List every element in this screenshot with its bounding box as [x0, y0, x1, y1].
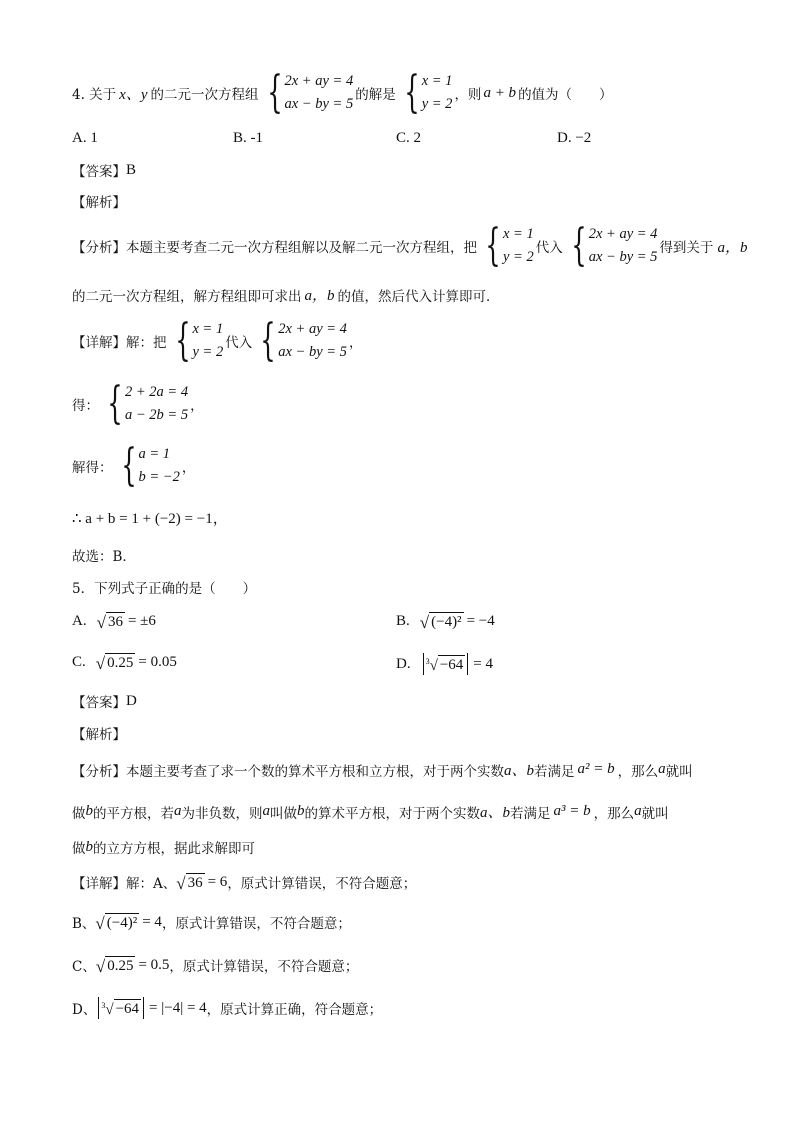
q4-tail2: 的值为（ ）: [518, 87, 613, 103]
q4-j2: b = −2: [138, 469, 180, 485]
q4-jiede-comma: ，: [181, 460, 196, 476]
q4-de: 得：: [72, 398, 99, 414]
q4-expr: a + b: [483, 84, 517, 101]
q4-xj-solution: { x = 1 y = 2: [174, 315, 224, 366]
q5-xj-b-lead: B、: [72, 916, 96, 932]
q5-xj-b-tail: ，原式计算错误，不符合题意；: [161, 916, 351, 932]
q4-question: [72, 67, 613, 118]
q5-opt-d-label: D.: [396, 655, 411, 672]
q5-f2-b2: b: [297, 803, 305, 819]
q4-jiede-system: { a = 1 b = −2: [120, 440, 180, 491]
q5-xj-d-lead: D、: [72, 1002, 97, 1018]
q5-xiangjie-tag: 【详解】: [72, 876, 126, 892]
q5-f3-b: b: [85, 838, 93, 855]
q5-opt-b-rad: (−4)²: [431, 614, 462, 630]
q5-xj-c-rhs: = 0.5: [138, 956, 170, 973]
q4-guxuan: 故选：B．: [72, 549, 136, 565]
q5-question: 5．下列式子正确的是（ ）: [72, 581, 257, 597]
q4-fenxi-eq2: ax − by = 5: [588, 249, 658, 265]
q4-xiangjie-tag: 【详解】: [72, 335, 126, 351]
q5-xj-b-rhs: = 4: [142, 913, 162, 930]
q5-xj-b-rad: (−4)²: [106, 914, 138, 931]
q5-opt-a-rhs: = ±6: [127, 613, 156, 629]
q5-opt-a-label: A.: [72, 613, 87, 629]
q5-opt-c-rad: 0.25: [107, 655, 134, 671]
q4-fenxi-solution: { x = 1 y = 2: [485, 220, 534, 271]
q4-tail1: ，则: [454, 87, 482, 103]
q4-xj-system: { 2x + ay = 4 ax − by = 5: [260, 315, 347, 366]
q4-fenxi-line2: [72, 284, 500, 305]
q4-fenxi2-ab: a，b: [304, 288, 335, 304]
q4-xj-dairu: 代入: [225, 335, 253, 351]
q5-f2c: 为非负数，则: [181, 805, 263, 822]
q4-vars: x、y: [119, 86, 148, 103]
q4-jiexi: 【解析】: [72, 195, 126, 211]
q4-fenxi-eq1: 2x + ay = 4: [588, 226, 658, 242]
q5-xj-d-rad: −64: [115, 1000, 140, 1017]
q5-f2f: 若满足: [510, 805, 551, 822]
q4-eq1: 2x + ay = 4: [284, 73, 354, 89]
q4-answer-tag: 【答案】: [72, 164, 126, 180]
q5-opt-a-rad: 36: [107, 614, 123, 630]
q5-f2e: 的算术平方根，对于两个实数: [304, 805, 480, 822]
q4-fenxi-dairu: 代入: [535, 240, 563, 256]
q5-f2-eq: a³ = b: [553, 803, 591, 819]
q5-xj-c-tail: ，原式计算错误，不符合题意；: [169, 959, 359, 975]
q4-xj-s1: x = 1: [192, 321, 224, 337]
q4-fenxi-tag: 【分析】: [72, 240, 126, 256]
q5-f3a: 做: [72, 841, 86, 857]
q5-option-c: C. √ 0.25 = 0.05: [72, 654, 177, 673]
q5-opt-c-rhs: = 0.05: [138, 654, 177, 670]
q4-fenxi-get: 得到关于: [659, 240, 714, 256]
q5-opt-d-rhs: = 4: [473, 655, 494, 672]
q5-xj-a-tail: ，原式计算错误，不符合题意；: [227, 876, 417, 892]
q4-d2: a − 2b = 5: [125, 407, 189, 423]
q5-f1-eq: a² = b: [577, 761, 615, 777]
q5-option-d: D. $^3$√ −64 = 4: [396, 653, 493, 675]
q5-xj-d: D、 $^3$√ −64 = |−4| = 4 ，原式计算正确，符合题意；: [72, 997, 382, 1019]
q5-xj-c-rad: 0.25: [107, 957, 134, 974]
q4-sol-text: 的解是: [355, 87, 396, 103]
q5-jiexi: 【解析】: [72, 727, 126, 743]
q4-answer: [72, 160, 136, 180]
q4-s1: x = 1: [421, 73, 453, 89]
q5-fenxi-tag: 【分析】: [72, 763, 126, 780]
q4-xj-comma: ，: [348, 335, 363, 351]
q4-j1: a = 1: [138, 446, 171, 462]
q5-f1d: 就叫: [665, 763, 693, 780]
q5-fenxi-line3: [72, 837, 255, 857]
q5-f1-a: a: [658, 761, 666, 777]
q5-f2-a3: a: [634, 803, 642, 819]
q5-xj-a: 【详解】 解：A、 √ 36 = 6 ，原式计算错误，不符合题意；: [72, 873, 417, 893]
q5-f3b: 的立方方根，据此求解即可: [93, 841, 255, 857]
q5-f2-a2: a: [262, 803, 270, 819]
q5-xj-c-lead: C、: [72, 959, 96, 975]
q4-s2: y = 2: [421, 96, 453, 112]
q5-f1c: ，那么: [617, 763, 659, 780]
q4-fenxi2-text: 的二元一次方程组，解方程组即可求出: [72, 288, 302, 305]
q5-fenxi-line2: [72, 801, 669, 822]
q4-fenxi-text: 本题主要考查二元一次方程组解以及解二元一次方程组，把: [126, 240, 477, 256]
q5-opt-b-label: B.: [396, 613, 410, 629]
q5-option-b: B. √ (−4)² = −4: [396, 613, 495, 632]
q5-answer-tag: 【答案】: [72, 695, 126, 711]
q5-xj-d-mid: = |−4| = 4: [149, 999, 207, 1016]
q4-fenxi-s1: x = 1: [503, 226, 534, 242]
q4-mid-text: 的二元一次方程组: [150, 87, 259, 103]
q4-fenxi2-tail: 的值，然后代入计算即可．: [337, 288, 500, 305]
q4-jiede-line: [72, 440, 196, 491]
q4-option-d: D. −2: [557, 130, 592, 146]
q5-xj-a-rad: 36: [187, 874, 203, 891]
q5-xj-c: C、 √ 0.25 = 0.5 ，原式计算错误，不符合题意；: [72, 956, 359, 976]
q4-xj-eq1: 2x + ay = 4: [278, 321, 347, 337]
q4-prefix: 4. 关于: [72, 87, 117, 103]
q5-opt-b-rhs: = −4: [466, 613, 495, 629]
q5-opt-c-label: C.: [72, 654, 86, 670]
q5-xj-d-tail: ，原式计算正确，符合题意；: [206, 1002, 383, 1018]
q5-f2-ab: a、b: [480, 805, 511, 821]
q4-solution: { x = 1 y = 2: [404, 67, 453, 118]
q4-fenxi-ab: a，b: [717, 239, 748, 256]
q5-xj-a-rhs: = 6: [207, 873, 228, 890]
q5-f2g: ，那么: [593, 805, 635, 822]
q5-f2h: 就叫: [641, 805, 669, 822]
q4-de-system: { 2 + 2a = 4 a − 2b = 5: [107, 378, 189, 429]
q5-f2-a: a: [174, 803, 182, 819]
q4-therefore: ∴ a + b = 1 + (−2) = −1，: [72, 511, 228, 527]
q4-fenxi-line1: [72, 220, 748, 271]
q4-option-a: A. 1: [72, 130, 98, 146]
q5-f1b: 若满足: [534, 763, 575, 780]
q5-answer-value: D: [126, 692, 137, 709]
q4-de-line: [72, 378, 204, 429]
q5-xj-b: B、 √ (−4)² = 4 ，原式计算错误，不符合题意；: [72, 913, 351, 933]
q4-fenxi-s2: y = 2: [503, 249, 534, 265]
q4-xj-eq2: ax − by = 5: [278, 344, 347, 360]
q4-answer-value: B: [126, 161, 137, 178]
q5-f2-b: b: [85, 803, 93, 819]
q5-xj-a-lead: 解：A、: [126, 876, 177, 892]
q4-eq2: ax − by = 5: [284, 96, 354, 112]
q5-f2b: 的平方根，若: [93, 805, 174, 822]
q4-xiangjie-line: [72, 315, 363, 366]
q5-opt-d-rad: −64: [439, 656, 464, 673]
q4-xj-s2: y = 2: [192, 344, 224, 360]
q4-option-b: B. -1: [233, 130, 263, 146]
q5-f1-ab: a、b: [504, 763, 535, 779]
q5-fenxi-line1: [72, 759, 693, 780]
q4-d1: 2 + 2a = 4: [125, 384, 189, 400]
q4-xj-lead: 解：把: [126, 335, 167, 351]
q4-de-comma: ，: [190, 398, 204, 414]
q4-jiede: 解得：: [72, 460, 113, 476]
q5-answer: [72, 691, 137, 711]
q5-option-a: A. √ 36 = ±6: [72, 613, 156, 632]
q5-f2a: 做: [72, 805, 86, 822]
q4-fenxi-system: { 2x + ay = 4 ax − by = 5: [571, 220, 658, 271]
q5-f1a: 本题主要考查了求一个数的算术平方根和立方根，对于两个实数: [126, 763, 504, 780]
q5-f2d: 叫做: [270, 805, 297, 822]
q4-option-c: C. 2: [396, 130, 422, 146]
q4-system: { 2x + ay = 4 ax − by = 5: [266, 67, 354, 118]
